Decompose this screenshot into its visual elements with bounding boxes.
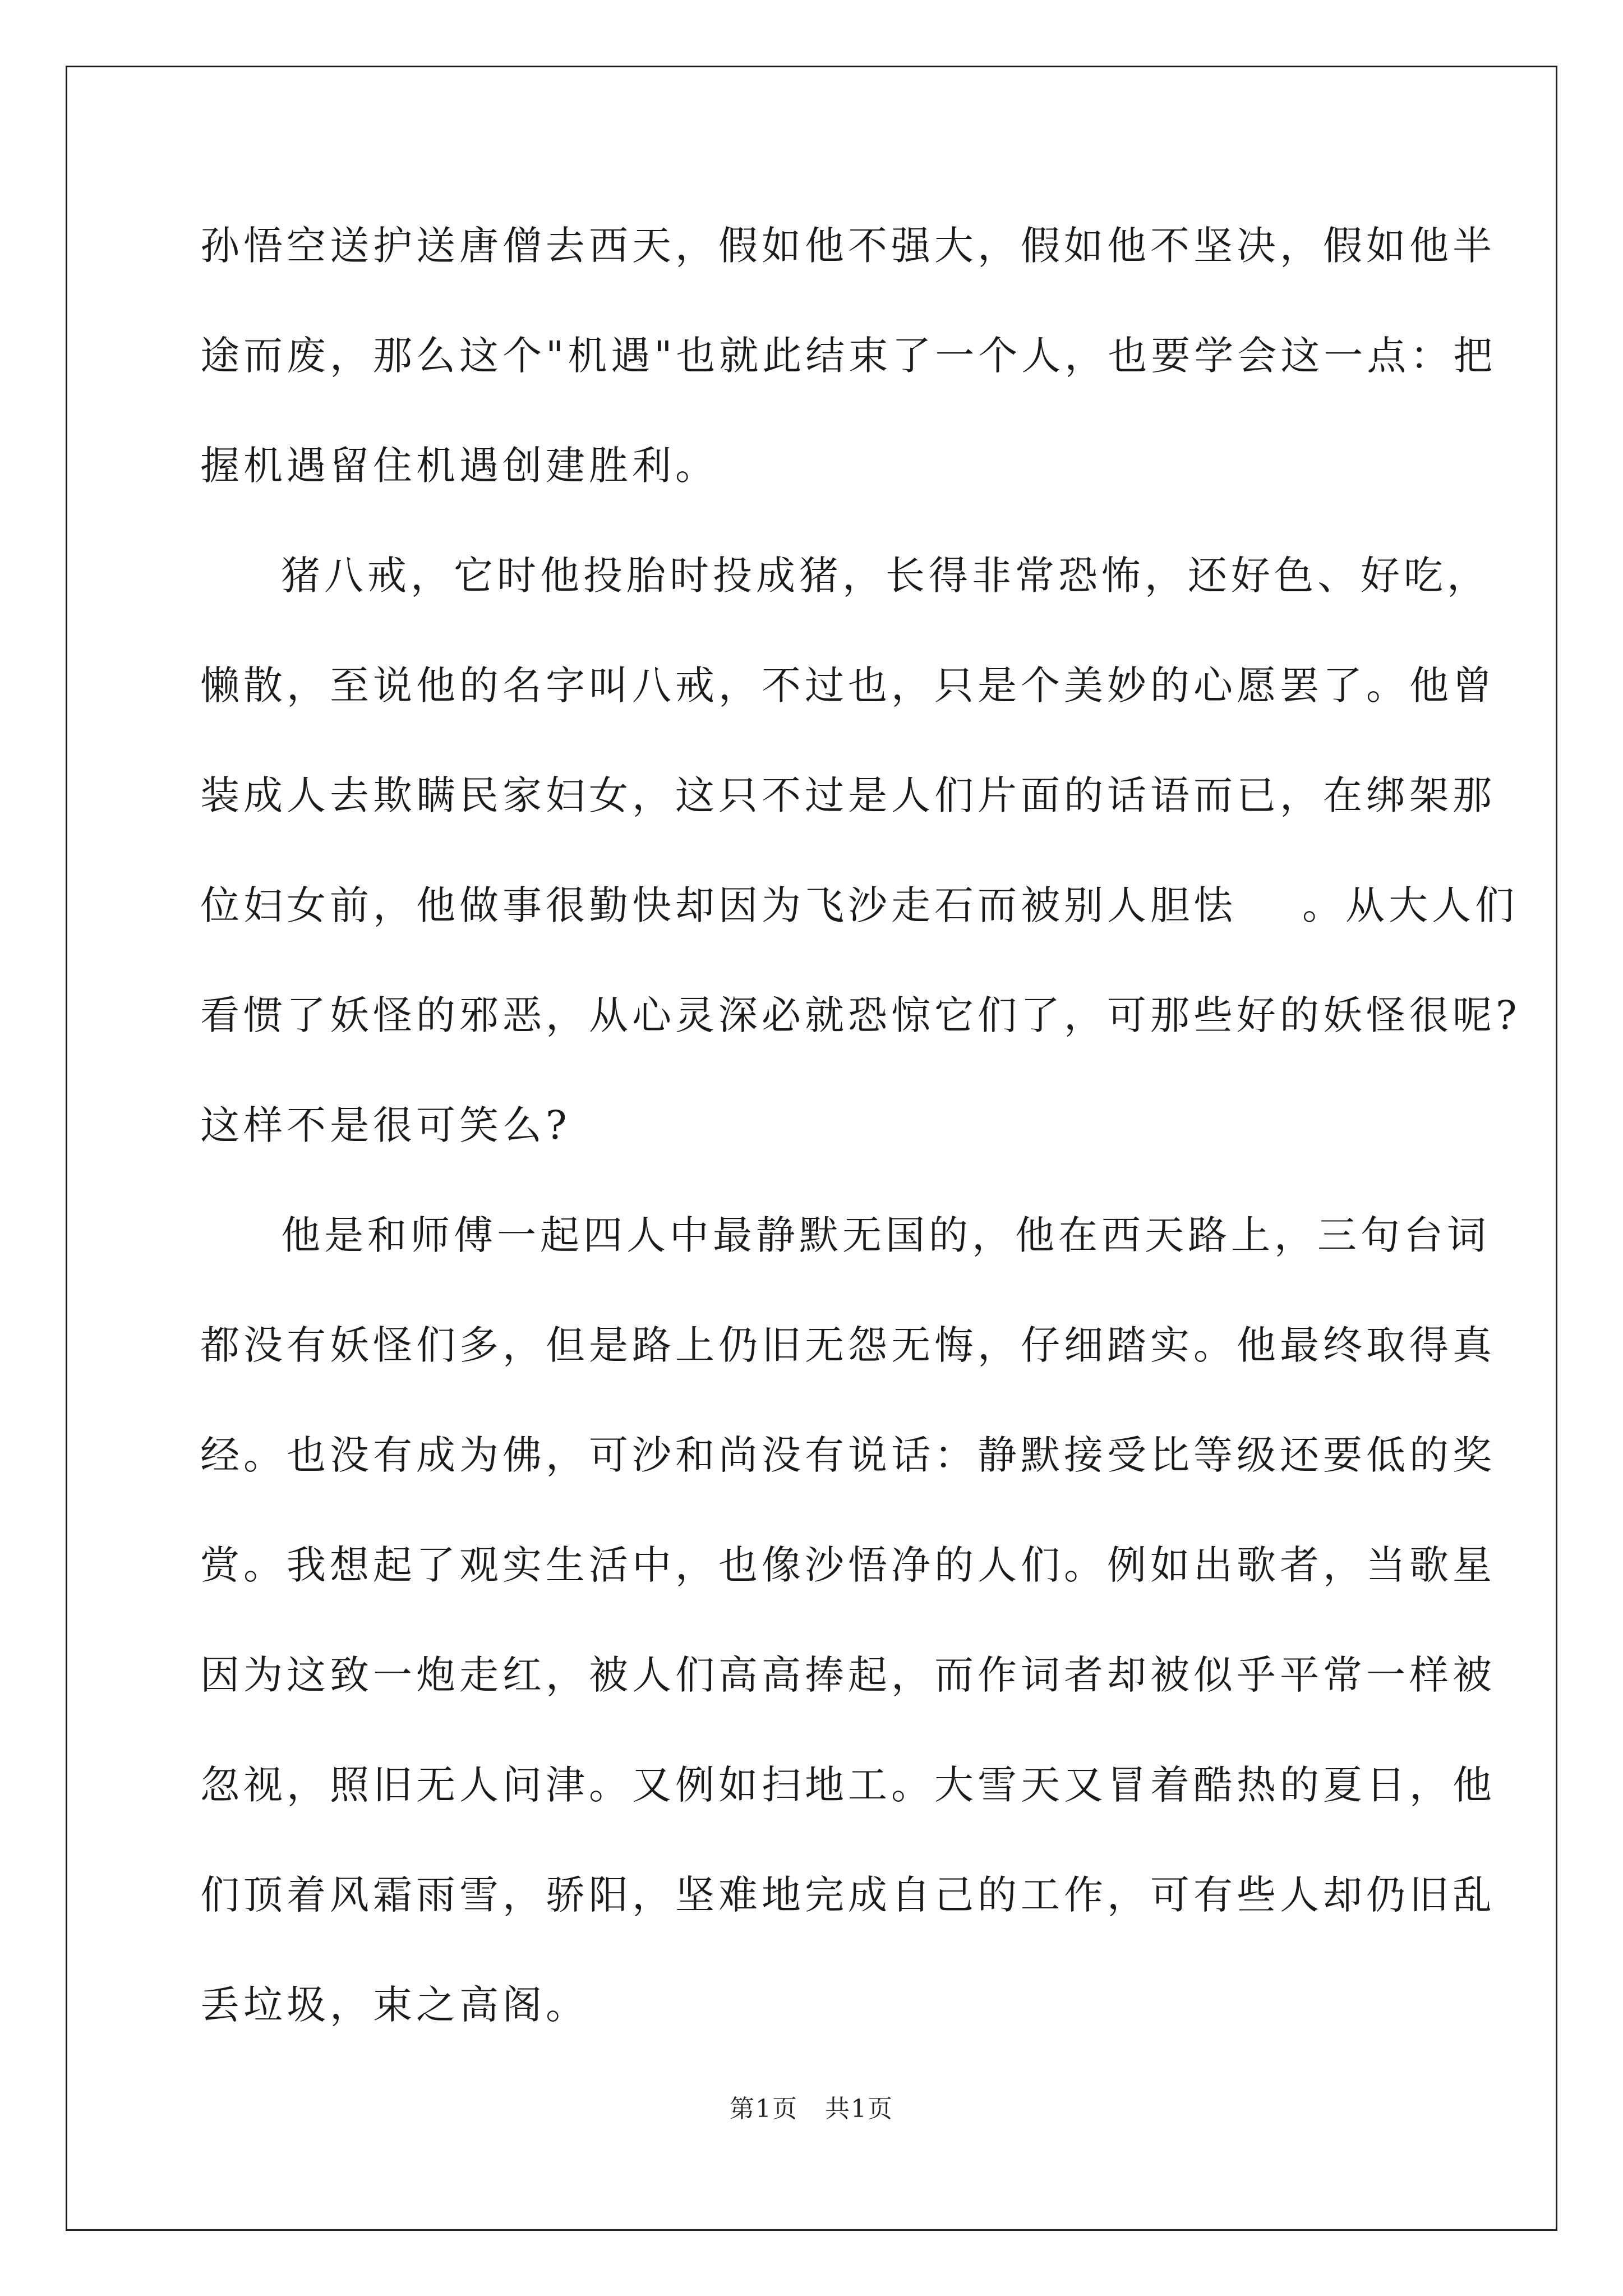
page-footer <box>0 2092 1623 2126</box>
document-body <box>200 191 1521 2060</box>
paragraph-1-line-3: 握机遇留住机遇创建胜利。 <box>200 443 718 489</box>
paragraph-3-line-4: 赏。我想起了观实生活中，也像沙悟净的人们。例如出歌者，当歌星 <box>200 1542 1496 1588</box>
paragraph-3-line-6: 忽视，照旧无人问津。又例如扫地工。大雪天又冒着酷热的夏日，他 <box>200 1762 1496 1808</box>
paragraph-3-line-5: 因为这致一炮走红，被人们高高捧起，而作词者却被似乎平常一样被 <box>200 1652 1496 1698</box>
paragraph-1-line-2: 途而废，那么这个"机遇"也就此结束了一个人，也要学会这一点：把 <box>200 333 1497 379</box>
paragraph-2-line-5: 看惯了妖怪的邪恶，从心灵深必就恐惊它们了，可那些好的妖怪很呢? <box>200 992 1521 1038</box>
paragraph-2-line-1: 猪八戒，它时他投胎时投成猪，长得非常恐怖，还好色、好吃， <box>281 553 1490 599</box>
paragraph-3-line-2: 都没有妖怪们多，但是路上仍旧无怨无悔，仔细踏实。他最终取得真 <box>200 1322 1496 1368</box>
paragraph-3-line-7: 们顶着风霜雨雪，骄阳，坚难地完成自己的工作，可有些人却仍旧乱 <box>200 1872 1496 1918</box>
paragraph-3-line-8: 丢垃圾，束之高阁。 <box>200 1982 589 2028</box>
paragraph-2-line-4: 位妇女前，他做事很勤快却因为飞沙走石而被别人胆怯 。从大人们 <box>200 882 1519 928</box>
paragraph-2-line-2: 懒散，至说他的名字叫八戒，不过也，只是个美妙的心愿罢了。他曾 <box>200 662 1496 708</box>
paragraph-3-line-3: 经。也没有成为佛，可沙和尚没有说话：静默接受比等级还要低的奖 <box>200 1432 1496 1478</box>
page-total-label: 共1页 <box>825 2095 893 2123</box>
paragraph-2-line-3: 装成人去欺瞒民家妇女，这只不过是人们片面的话语而已，在绑架那 <box>200 772 1496 818</box>
paragraph-1-line-1: 孙悟空送护送唐僧去西天，假如他不强大，假如他不坚决，假如他半 <box>200 223 1496 269</box>
page-number-label: 第1页 <box>730 2095 798 2123</box>
paragraph-2-line-6: 这样不是很可笑么? <box>200 1102 571 1148</box>
paragraph-3-line-1: 他是和师傅一起四人中最静默无国的，他在西天路上，三句台词 <box>281 1212 1490 1258</box>
